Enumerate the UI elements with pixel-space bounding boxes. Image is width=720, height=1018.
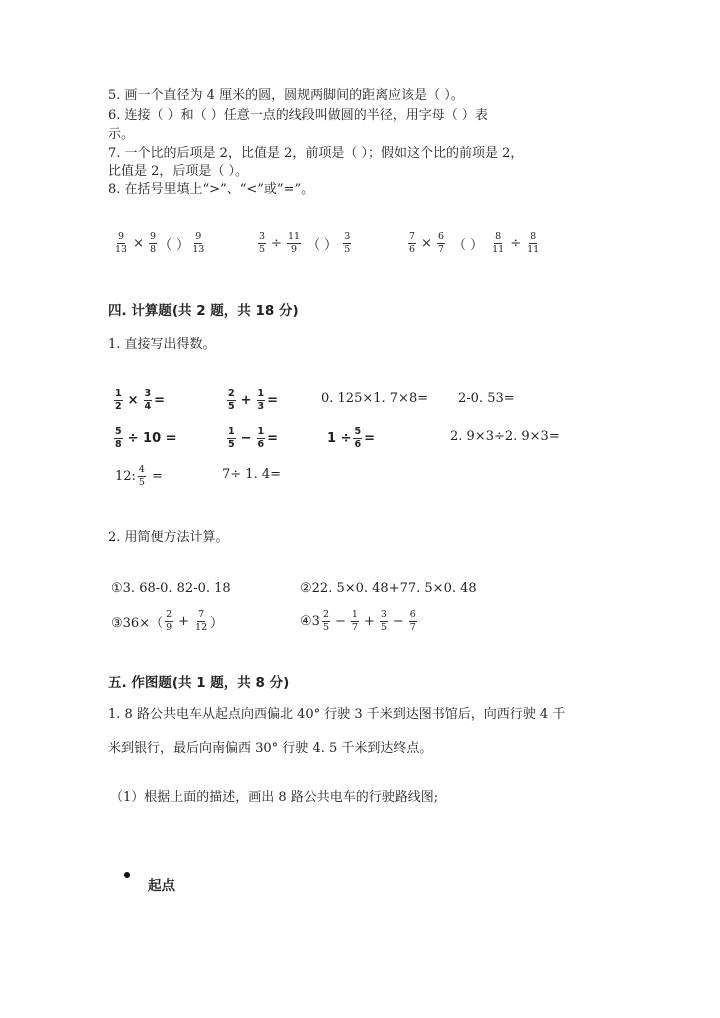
compare-expression-1: $\frac{9}{13}$ × $\frac{9}{8}$ （ ） $\frac{9}{13}$ <box>115 231 205 255</box>
answer-blank[interactable]: （ ） <box>307 238 338 253</box>
section-5-question-1-line1: 1. 8 路公共电车从起点向西偏北 40° 行驶 3 千米到达图书馆后，向西行驶 4 千 <box>108 707 566 722</box>
section-5-sub-question-1: （1）根据上面的描述，画出 8 路公共电车的行驶路线图; <box>110 790 439 805</box>
answer-blank[interactable]: （ ） <box>159 238 190 253</box>
answer-blank[interactable]: （ ） <box>453 238 484 253</box>
simple-calc-item: ④3 $\frac{2}{5}$ − $\frac{1}{7}$ + $\frac{3}{5}$ − $\frac{6}{7}$ <box>300 609 416 633</box>
compare-expression-2: $\frac{3}{5}$ ÷ $\frac{11}{9}$ （ ） $\frac{3}{5}$ <box>259 231 351 255</box>
calc-item: $\frac{1}{2}$ × $\frac{3}{4}$ = <box>115 388 166 412</box>
start-point-label: 起点 <box>148 878 175 894</box>
question-8: 8. 在括号里填上“>”、“<”或“=”。 <box>108 182 315 197</box>
calc-item: 7÷ 1. 4= <box>222 467 281 482</box>
question-7-line2: 比值是 2，后项是（ ）。 <box>108 164 249 179</box>
calc-item: $\frac{5}{8}$ ÷ 10 = <box>115 426 177 450</box>
section-4-question-2: 2. 用简便方法计算。 <box>108 530 229 545</box>
simple-calc-item: ①3. 68-0. 82-0. 18 <box>111 581 231 596</box>
calc-item: 0. 125×1. 7×8= <box>321 391 429 406</box>
section-4-question-1: 1. 直接写出得数。 <box>108 337 216 352</box>
simple-calc-item: ③36×（ $\frac{2}{9}$ + $\frac{7}{12}$ ） <box>111 609 224 633</box>
question-6-line2: 示。 <box>108 127 135 142</box>
section-5-title: 五. 作图题(共 1 题，共 8 分) <box>108 675 290 691</box>
calc-item: 12: $\frac{4}{5}$ = <box>115 464 163 488</box>
calc-item: $\frac{1}{5}$ − $\frac{1}{6}$ = <box>228 426 279 450</box>
question-5: 5. 画一个直径为 4 厘米的圆，圆规两脚间的距离应该是（ ）。 <box>108 88 464 103</box>
simple-calc-item: ②22. 5×0. 48+77. 5×0. 48 <box>300 581 477 596</box>
compare-expression-3: $\frac{7}{6}$ × $\frac{6}{7}$ （ ） $\frac{8}{11}$ ÷ $\frac{8}{11}$ <box>409 231 540 255</box>
calc-item: 2. 9×3÷2. 9×3= <box>450 429 560 444</box>
section-5-question-1-line2: 米到银行，最后向南偏西 30° 行驶 4. 5 千米到达终点。 <box>108 741 433 756</box>
calc-item: $\frac{2}{5}$ + $\frac{1}{3}$ = <box>228 388 279 412</box>
question-6-line1: 6. 连接（ ）和（ ）任意一点的线段叫做圆的半径，用字母（ ）表 <box>108 108 488 123</box>
section-4-title: 四. 计算题(共 2 题，共 18 分) <box>108 303 299 319</box>
calc-item: 1 ÷ $\frac{5}{6}$ = <box>327 426 375 450</box>
start-point-dot <box>124 872 130 878</box>
calc-item: 2-0. 53= <box>458 391 515 406</box>
question-7-line1: 7. 一个比的后项是 2，比值是 2，前项是（ ）；假如这个比的前项是 2， <box>108 146 524 161</box>
